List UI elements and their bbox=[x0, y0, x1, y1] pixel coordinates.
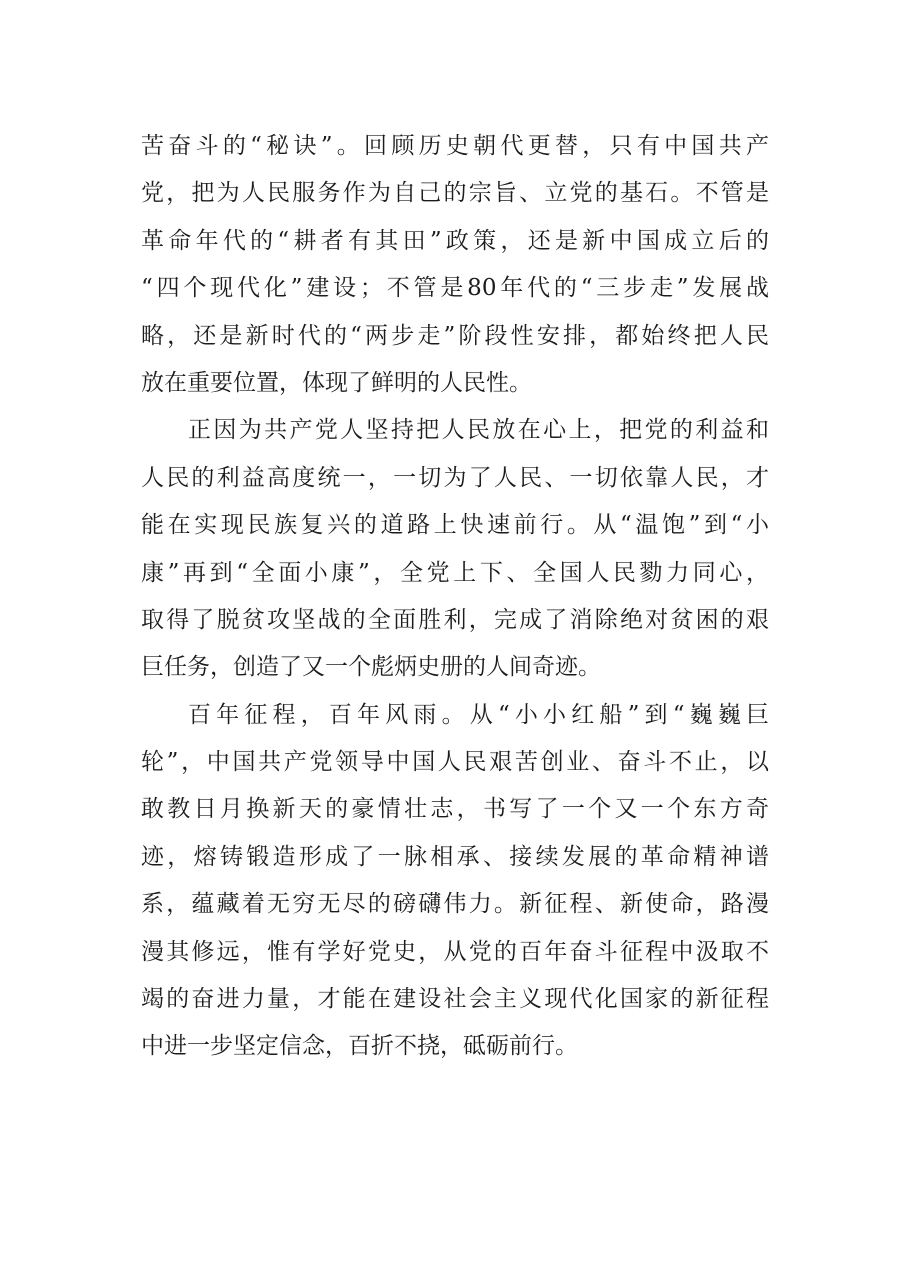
text-line: 系，蕴藏着无穷无尽的磅礴伟力。新征程、新使命，路漫 bbox=[141, 891, 769, 918]
text-line: 人民的利益高度统一，一切为了人民、一切依靠人民，才 bbox=[141, 464, 769, 491]
paragraph-1 bbox=[141, 123, 769, 407]
text-line: 敢教日月换新天的豪情壮志，书写了一个又一个东方奇 bbox=[141, 796, 769, 823]
text-line: 漫其修远，惟有学好党史，从党的百年奋斗征程中汲取不 bbox=[141, 938, 769, 965]
text-line: “四个现代化”建设；不管是80年代的“三步走”发展战 bbox=[141, 275, 769, 302]
text-line: 能在实现民族复兴的道路上快速前行。从“温饱”到“小 bbox=[141, 512, 769, 539]
text-line: 巨任务，创造了又一个彪炳史册的人间奇迹。 bbox=[141, 654, 601, 681]
text-line: 党，把为人民服务作为自己的宗旨、立党的基石。不管是 bbox=[141, 180, 769, 207]
text-line: 迹，熔铸锻造形成了一脉相承、接续发展的革命精神谱 bbox=[141, 843, 769, 870]
text-line: 百年征程，百年风雨。从“小小红船”到“巍巍巨 bbox=[188, 701, 769, 728]
paragraph-2 bbox=[141, 407, 769, 691]
paragraph-3 bbox=[141, 692, 769, 1071]
text-line: 放在重要位置，体现了鲜明的人民性。 bbox=[141, 369, 532, 396]
text-line: 正因为共产党人坚持把人民放在心上，把党的利益和 bbox=[188, 417, 769, 444]
text-line: 取得了脱贫攻坚战的全面胜利，完成了消除绝对贫困的艰 bbox=[141, 606, 769, 633]
text-line: 竭的奋进力量，才能在建设社会主义现代化国家的新征程 bbox=[141, 986, 769, 1013]
text-line: 略，还是新时代的“两步走”阶段性安排，都始终把人民 bbox=[141, 322, 769, 349]
text-line: 轮”，中国共产党领导中国人民艰苦创业、奋斗不止，以 bbox=[141, 749, 769, 776]
document-body bbox=[141, 123, 769, 1071]
text-line: 中进一步坚定信念，百折不挠，砥砺前行。 bbox=[141, 1033, 578, 1060]
text-line: 康”再到“全面小康”，全党上下、全国人民勠力同心， bbox=[141, 559, 769, 586]
text-line: 革命年代的“耕者有其田”政策，还是新中国成立后的 bbox=[141, 227, 769, 254]
text-line: 苦奋斗的“秘诀”。回顾历史朝代更替，只有中国共产 bbox=[141, 133, 769, 159]
